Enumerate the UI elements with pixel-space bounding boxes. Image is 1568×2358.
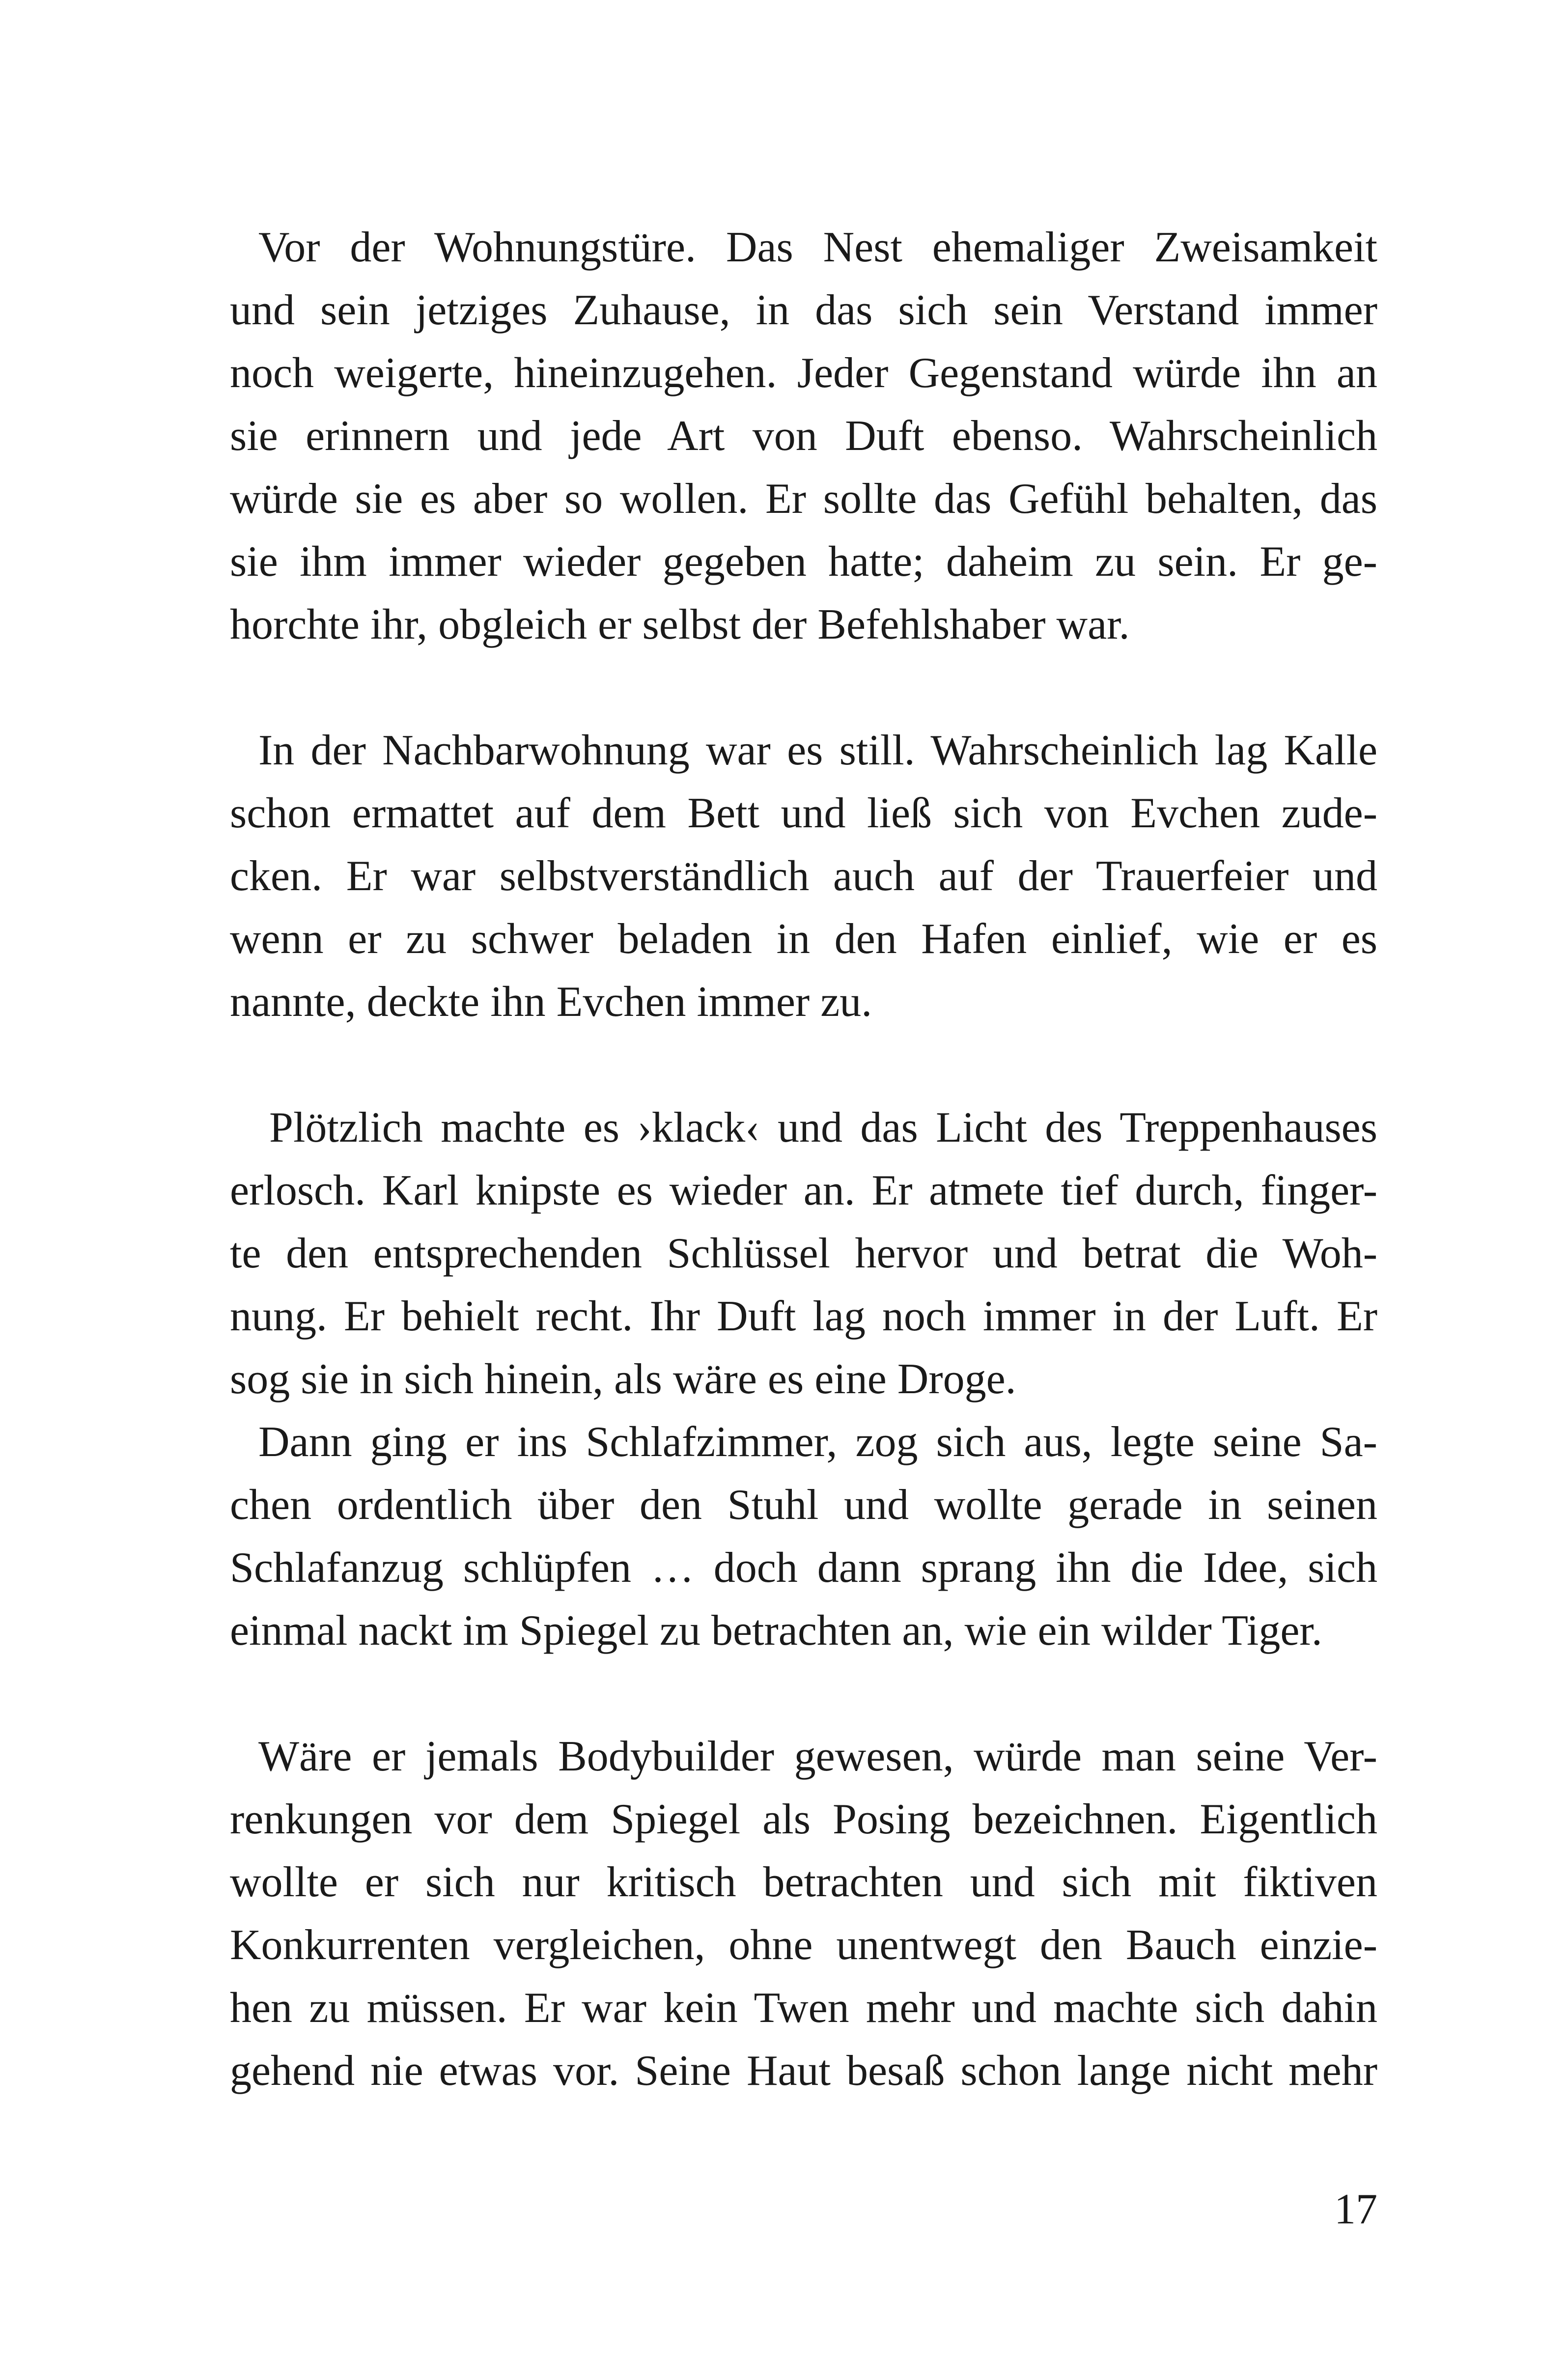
text-line: nung. Er behielt recht. Ihr Duft lag noch immer in der Luft. Er [230,1292,1377,1340]
text-line: Schlafanzug schlüpfen … doch dann sprang ihn die Idee, sich [230,1544,1377,1592]
paragraph [230,216,1377,656]
page-number: 17 [1334,2186,1377,2233]
text-line: chen ordentlich über den Stuhl und wollte gerade in seinen [230,1481,1377,1529]
text-line: würde sie es aber so wollen. Er sollte das Gefühl behalten, das [230,475,1377,523]
paragraph [230,1411,1377,1662]
text-line: te den entsprechenden Schlüssel hervor und betrat die Woh- [230,1230,1377,1277]
text-line: hen zu müssen. Er war kein Twen mehr und machte sich dahin [230,1984,1377,2032]
text-line: schon ermattet auf dem Bett und ließ sich von Evchen zude- [230,789,1377,837]
text-line: einmal nackt im Spiegel zu betrachten an, wie ein wilder Tiger. [230,1607,1322,1655]
text-line: sog sie in sich hinein, als wäre es eine Droge. [230,1355,1016,1403]
text-line: Plötzlich machte es ›klack‹ und das Licht des Treppenhauses [269,1104,1377,1151]
text-line: noch weigerte, hineinzugehen. Jeder Gegenstand würde ihn an [230,349,1377,397]
text-line: und sein jetziges Zuhause, in das sich sein Verstand immer [230,286,1377,334]
text-line: Dann ging er ins Schlafzimmer, zog sich aus, legte seine Sa- [258,1418,1377,1466]
body-text [230,216,1377,2103]
paragraph-gap [230,1662,1377,1725]
text-line: gehend nie etwas vor. Seine Haut besaß schon lange nicht mehr [230,2047,1377,2095]
text-line: wenn er zu schwer beladen in den Hafen einlief, wie er es [230,915,1377,963]
text-line: sie ihm immer wieder gegeben hatte; daheim zu sein. Er ge- [230,538,1377,586]
text-line: Wäre er jemals Bodybuilder gewesen, würde man seine Ver- [258,1733,1377,1780]
paragraph-gap [230,1034,1377,1096]
text-line: horchte ihr, obgleich er selbst der Befehlshaber war. [230,601,1130,648]
text-line: erlosch. Karl knipste es wieder an. Er atmete tief durch, finger- [230,1167,1377,1214]
text-line: wollte er sich nur kritisch betrachten und sich mit fiktiven [230,1858,1377,1906]
text-line: sie erinnern und jede Art von Duft ebenso. Wahrscheinlich [230,412,1377,460]
text-line: renkungen vor dem Spiegel als Posing bezeichnen. Eigentlich [230,1796,1377,1843]
paragraph [230,1096,1377,1411]
text-line: In der Nachbarwohnung war es still. Wahrscheinlich lag Kalle [258,727,1377,774]
paragraph [230,1725,1377,2103]
text-line: cken. Er war selbstverständlich auch auf der Trauerfeier und [230,852,1377,900]
paragraph [230,719,1377,1034]
paragraph-gap [230,656,1377,719]
text-line: Vor der Wohnungstüre. Das Nest ehemaliger Zweisamkeit [258,224,1377,271]
text-line: Konkurrenten vergleichen, ohne unentwegt den Bauch einzie- [230,1921,1377,1969]
text-line: nannte, deckte ihn Evchen immer zu. [230,978,872,1026]
